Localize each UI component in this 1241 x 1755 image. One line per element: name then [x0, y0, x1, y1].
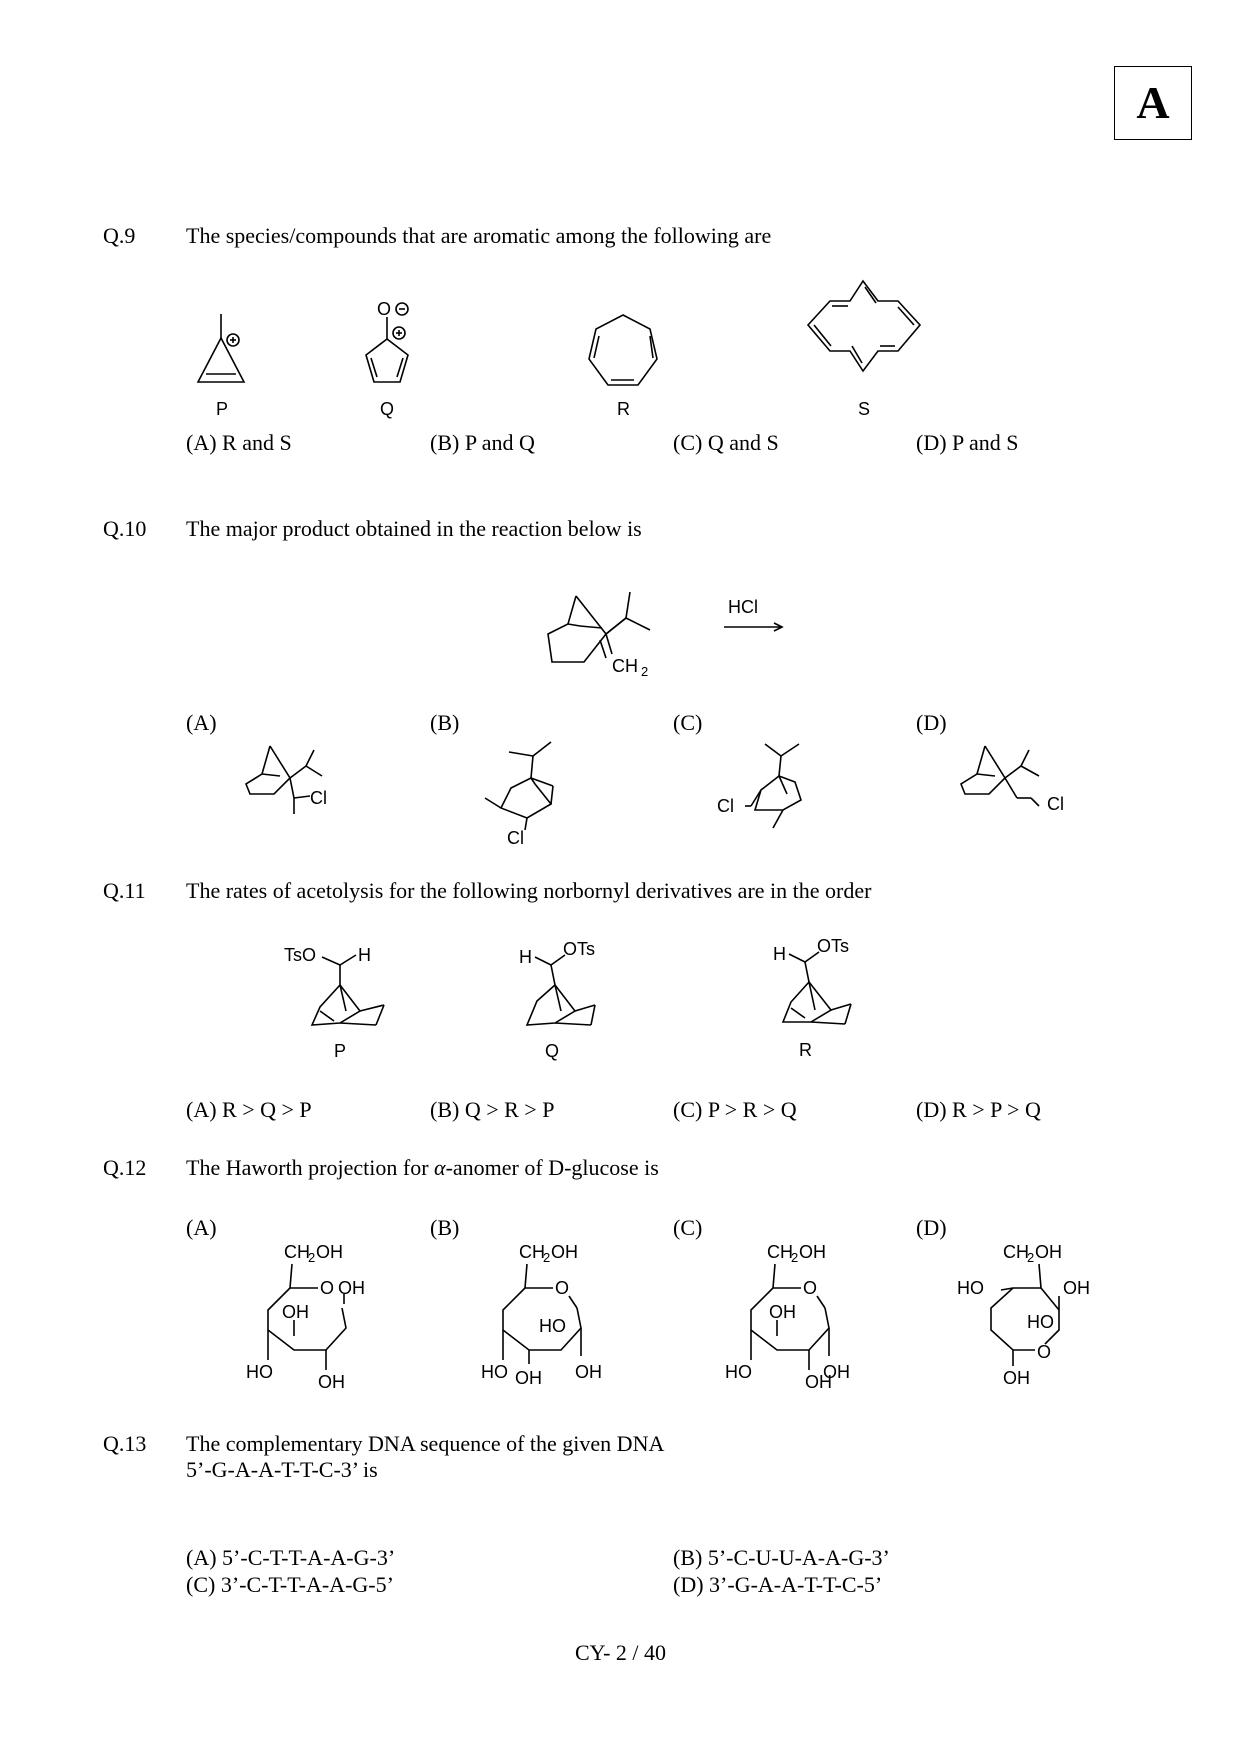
- svg-text:O: O: [320, 1278, 335, 1298]
- svg-text:OH: OH: [1003, 1368, 1030, 1388]
- q9-option-b[interactable]: (B) P and Q: [430, 430, 535, 455]
- q12-text: The Haworth projection for α-anomer of D-glucose is: [186, 1155, 659, 1180]
- q12-option-b[interactable]: (B): [430, 1215, 460, 1240]
- q11-label-r: R: [799, 1040, 812, 1060]
- q12-number: Q.12: [103, 1155, 147, 1180]
- atom-label-h: H: [358, 945, 371, 965]
- q10-structure-b: [475, 738, 595, 848]
- svg-text:HO: HO: [539, 1316, 566, 1336]
- q9-option-c[interactable]: (C) Q and S: [673, 430, 779, 455]
- svg-text:HO: HO: [1027, 1312, 1054, 1332]
- svg-text:OH: OH: [338, 1278, 365, 1298]
- atom-label-cl: Cl: [717, 796, 734, 816]
- q12-option-a[interactable]: (A): [186, 1215, 217, 1240]
- svg-text:OH: OH: [316, 1242, 343, 1262]
- substituent-subscript: 2: [641, 664, 649, 679]
- svg-text:OH: OH: [318, 1372, 345, 1392]
- q10-structure-c: [715, 738, 835, 838]
- q9-label-r: R: [617, 399, 630, 419]
- q9-structure-s: [790, 275, 940, 425]
- q11-label-q: Q: [545, 1041, 560, 1061]
- svg-text:HO: HO: [246, 1362, 273, 1382]
- q9-number: Q.9: [103, 223, 136, 248]
- svg-text:OH: OH: [805, 1372, 832, 1392]
- q10-number: Q.10: [103, 516, 147, 541]
- svg-text:CH: CH: [519, 1242, 545, 1262]
- q11-structure-p: [280, 935, 410, 1065]
- svg-text:OH: OH: [823, 1362, 850, 1382]
- svg-text:HO: HO: [481, 1362, 508, 1382]
- q9-structure-q: [355, 295, 435, 425]
- q12-structure-c: [715, 1238, 865, 1398]
- q13-option-b[interactable]: (B) 5’-C-U-U-A-A-G-3’: [673, 1545, 890, 1570]
- svg-text:OH: OH: [799, 1242, 826, 1262]
- atom-label-cl: Cl: [1047, 794, 1064, 814]
- q11-structure-q: [515, 935, 645, 1065]
- reagent-hcl: HCl: [728, 597, 758, 617]
- q13-text-line2: 5’-G-A-A-T-T-C-3’ is: [186, 1457, 378, 1482]
- q12-structure-d: [955, 1238, 1105, 1398]
- q11-option-d[interactable]: (D) R > P > Q: [916, 1097, 1041, 1122]
- svg-text:OH: OH: [515, 1368, 542, 1388]
- atom-label-o: O: [377, 299, 392, 319]
- group-ots: OTs: [817, 936, 850, 956]
- q13-option-c[interactable]: (C) 3’-C-T-T-A-A-G-5’: [186, 1572, 394, 1597]
- q11-structure-r: [765, 930, 895, 1060]
- atom-label-h: H: [519, 947, 532, 967]
- q12-structure-a: [240, 1238, 390, 1398]
- q11-number: Q.11: [103, 878, 146, 903]
- paper-set-box: A: [1114, 66, 1192, 140]
- q11-option-a[interactable]: (A) R > Q > P: [186, 1097, 312, 1122]
- svg-text:OH: OH: [551, 1242, 578, 1262]
- q10-option-d[interactable]: (D): [916, 710, 947, 735]
- q10-reaction-arrow: [720, 595, 790, 645]
- q10-option-a[interactable]: (A): [186, 710, 217, 735]
- q11-text: The rates of acetolysis for the following norbornyl derivatives are in the order: [186, 878, 872, 903]
- q10-reactant-camphene: [540, 570, 680, 680]
- q12-option-c[interactable]: (C): [673, 1215, 703, 1240]
- q9-text: The species/compounds that are aromatic among the following are: [186, 223, 772, 248]
- q9-label-p: P: [216, 399, 229, 419]
- q9-label-s: S: [858, 399, 871, 419]
- q10-option-c[interactable]: (C): [673, 710, 703, 735]
- svg-text:2: 2: [1027, 1250, 1035, 1265]
- q10-structure-a: [240, 738, 350, 828]
- svg-text:2: 2: [308, 1250, 316, 1265]
- q13-text-line1: The complementary DNA sequence of the given DNA: [186, 1431, 665, 1456]
- q13-number: Q.13: [103, 1431, 147, 1456]
- svg-text:OH: OH: [769, 1302, 796, 1322]
- svg-text:O: O: [555, 1278, 570, 1298]
- atom-label-cl: Cl: [310, 788, 327, 808]
- page-footer: CY- 2 / 40: [574, 1640, 667, 1665]
- alpha-symbol: α: [434, 1155, 446, 1180]
- q9-option-d[interactable]: (D) P and S: [916, 430, 1019, 455]
- atom-label-h: H: [773, 944, 786, 964]
- q12-structure-b: [475, 1238, 625, 1398]
- group-tso: TsO: [284, 945, 317, 965]
- q9-structure-r: [580, 305, 670, 425]
- q11-option-b[interactable]: (B) Q > R > P: [430, 1097, 555, 1122]
- q11-option-c[interactable]: (C) P > R > Q: [673, 1097, 797, 1122]
- q13-option-d[interactable]: (D) 3’-G-A-A-T-T-C-5’: [673, 1572, 883, 1597]
- q10-structure-d: [955, 738, 1085, 828]
- svg-text:OH: OH: [575, 1362, 602, 1382]
- group-ots: OTs: [563, 939, 596, 959]
- svg-text:HO: HO: [957, 1278, 984, 1298]
- svg-text:HO: HO: [725, 1362, 752, 1382]
- substituent-ch2: CH: [612, 656, 638, 676]
- atom-label-cl: Cl: [507, 828, 524, 848]
- svg-text:CH: CH: [1003, 1242, 1029, 1262]
- svg-text:OH: OH: [1063, 1278, 1090, 1298]
- svg-text:CH: CH: [767, 1242, 793, 1262]
- q9-option-a[interactable]: (A) R and S: [186, 430, 292, 455]
- svg-text:2: 2: [791, 1250, 799, 1265]
- q9-label-q: Q: [380, 399, 395, 419]
- svg-text:CH: CH: [284, 1242, 310, 1262]
- svg-text:O: O: [803, 1278, 818, 1298]
- q9-structure-p: [180, 290, 260, 420]
- q12-option-d[interactable]: (D): [916, 1215, 947, 1240]
- q11-label-p: P: [334, 1041, 347, 1061]
- svg-text:OH: OH: [282, 1302, 309, 1322]
- q10-text: The major product obtained in the reaction below is: [186, 516, 642, 541]
- svg-text:O: O: [1037, 1342, 1052, 1362]
- svg-text:OH: OH: [1035, 1242, 1062, 1262]
- svg-text:2: 2: [543, 1250, 551, 1265]
- q10-option-b[interactable]: (B): [430, 710, 460, 735]
- q13-option-a[interactable]: (A) 5’-C-T-T-A-A-G-3’: [186, 1545, 396, 1570]
